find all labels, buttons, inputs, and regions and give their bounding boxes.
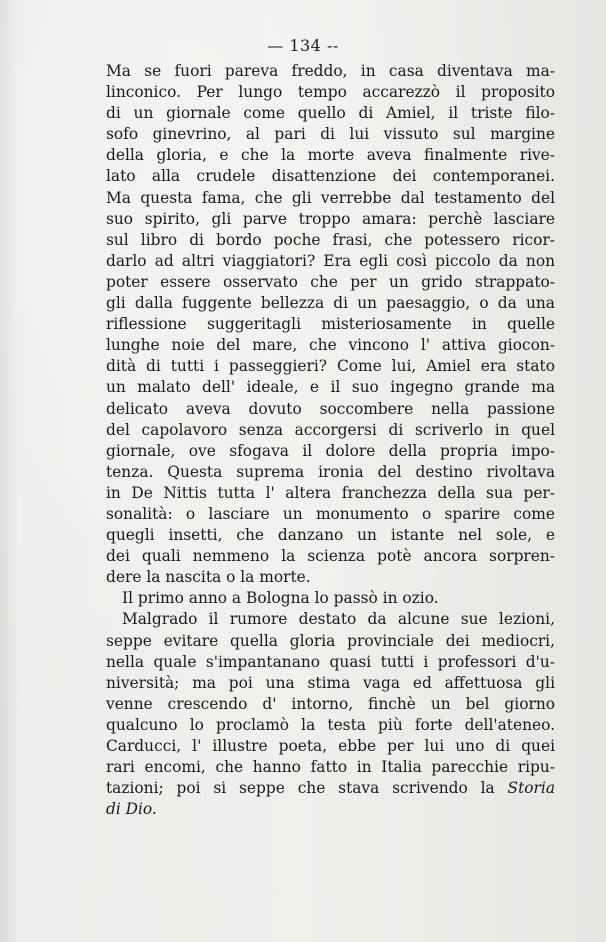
text-line: venne crescendo d' intorno, finchè un bel giorno (106, 694, 555, 713)
book-title-italic-end: di Dio. (106, 800, 157, 819)
text-line: della gloria, e che la morte aveva finalmente rive- (106, 146, 555, 165)
text-line: Il primo anno a Bologna lo passò in ozio. (122, 589, 439, 608)
text-line: Ma questa fama, che gli verrebbe dal testamento del (106, 188, 555, 207)
text-line: dei quali nemmeno la scienza potè ancora sorpren- (106, 547, 555, 566)
text-line: sonalità: o lasciare un monumento o sparire come (106, 504, 555, 523)
text-line: seppe evitare quella gloria provinciale dei mediocri, (106, 631, 555, 650)
text-line: dità di tutti i passeggieri? Come lui, Amiel era stato (106, 357, 555, 376)
text-line: riflessione suggeritagli misteriosamente in quelle (106, 315, 555, 334)
text-line: lunghe noie del mare, che vincono l' attiva giocon- (106, 336, 555, 355)
text-line: niversità; ma poi una stima vaga ed affettuosa gli (106, 673, 555, 692)
text-line: di un giornale come quello di Amiel, il triste filo- (106, 104, 555, 123)
text-line: quegli insetti, che danzano un istante nel sole, e (106, 526, 555, 545)
text-line: nella quale s'impantanano quasi tutti i professori d'u- (106, 652, 555, 671)
text-line: in De Nittis tutta l' altera franchezza della sua per- (106, 483, 555, 502)
text-line: darlo ad altri viaggiatori? Era egli così piccolo da non (106, 251, 555, 270)
body-text (106, 61, 555, 820)
text-line: suo spirito, gli parve troppo amara: perchè lasciare (106, 209, 555, 228)
text-line: Carducci, l' illustre poeta, ebbe per lui uno di quei (106, 737, 555, 755)
text-line: poter essere osservato che per un grido strappato- (106, 272, 555, 291)
page-number: — 134 -- (267, 36, 339, 55)
book-title-italic: Storia (507, 779, 555, 798)
text-line: tenza. Questa suprema ironia del destino rivoltava (106, 462, 555, 481)
text-line: delicato aveva dovuto soccombere nella passione (106, 399, 555, 418)
text-line: lato alla crudele disattenzione dei contemporanei. (106, 167, 555, 186)
text-line: rari encomi, che hanno fatto in Italia parecchie ripu- (106, 758, 555, 777)
text-line: un malato dell' ideale, e il suo ingegno grande ma (106, 378, 555, 397)
text-line: giornale, ove sfogava il dolore della propria impo- (106, 441, 555, 460)
text-line: Ma se fuori pareva freddo, in casa diventava ma- (106, 62, 555, 80)
text-line-with-title (106, 778, 555, 799)
text-line: gli dalla fuggente bellezza di un paesaggio, o da una (106, 294, 555, 313)
text-line: sofo ginevrino, al pari di lui vissuto sul margine (106, 125, 555, 144)
text-line: qualcuno lo proclamò la testa più forte dell'ateneo. (106, 715, 555, 734)
text-line: dere la nascita o la morte. (106, 568, 311, 587)
text-line: Malgrado il rumore destato da alcune sue lezioni, (122, 610, 555, 629)
text-line: del capolavoro senza accorgersi di scriverlo in quel (106, 420, 555, 439)
text-line: linconico. Per lungo tempo accarezzò il proposito (106, 83, 555, 102)
text-line: tazioni; poi si seppe che stava scrivendo la (106, 779, 495, 798)
text-line: sul libro di bordo poche frasi, che potessero ricor- (106, 230, 555, 249)
